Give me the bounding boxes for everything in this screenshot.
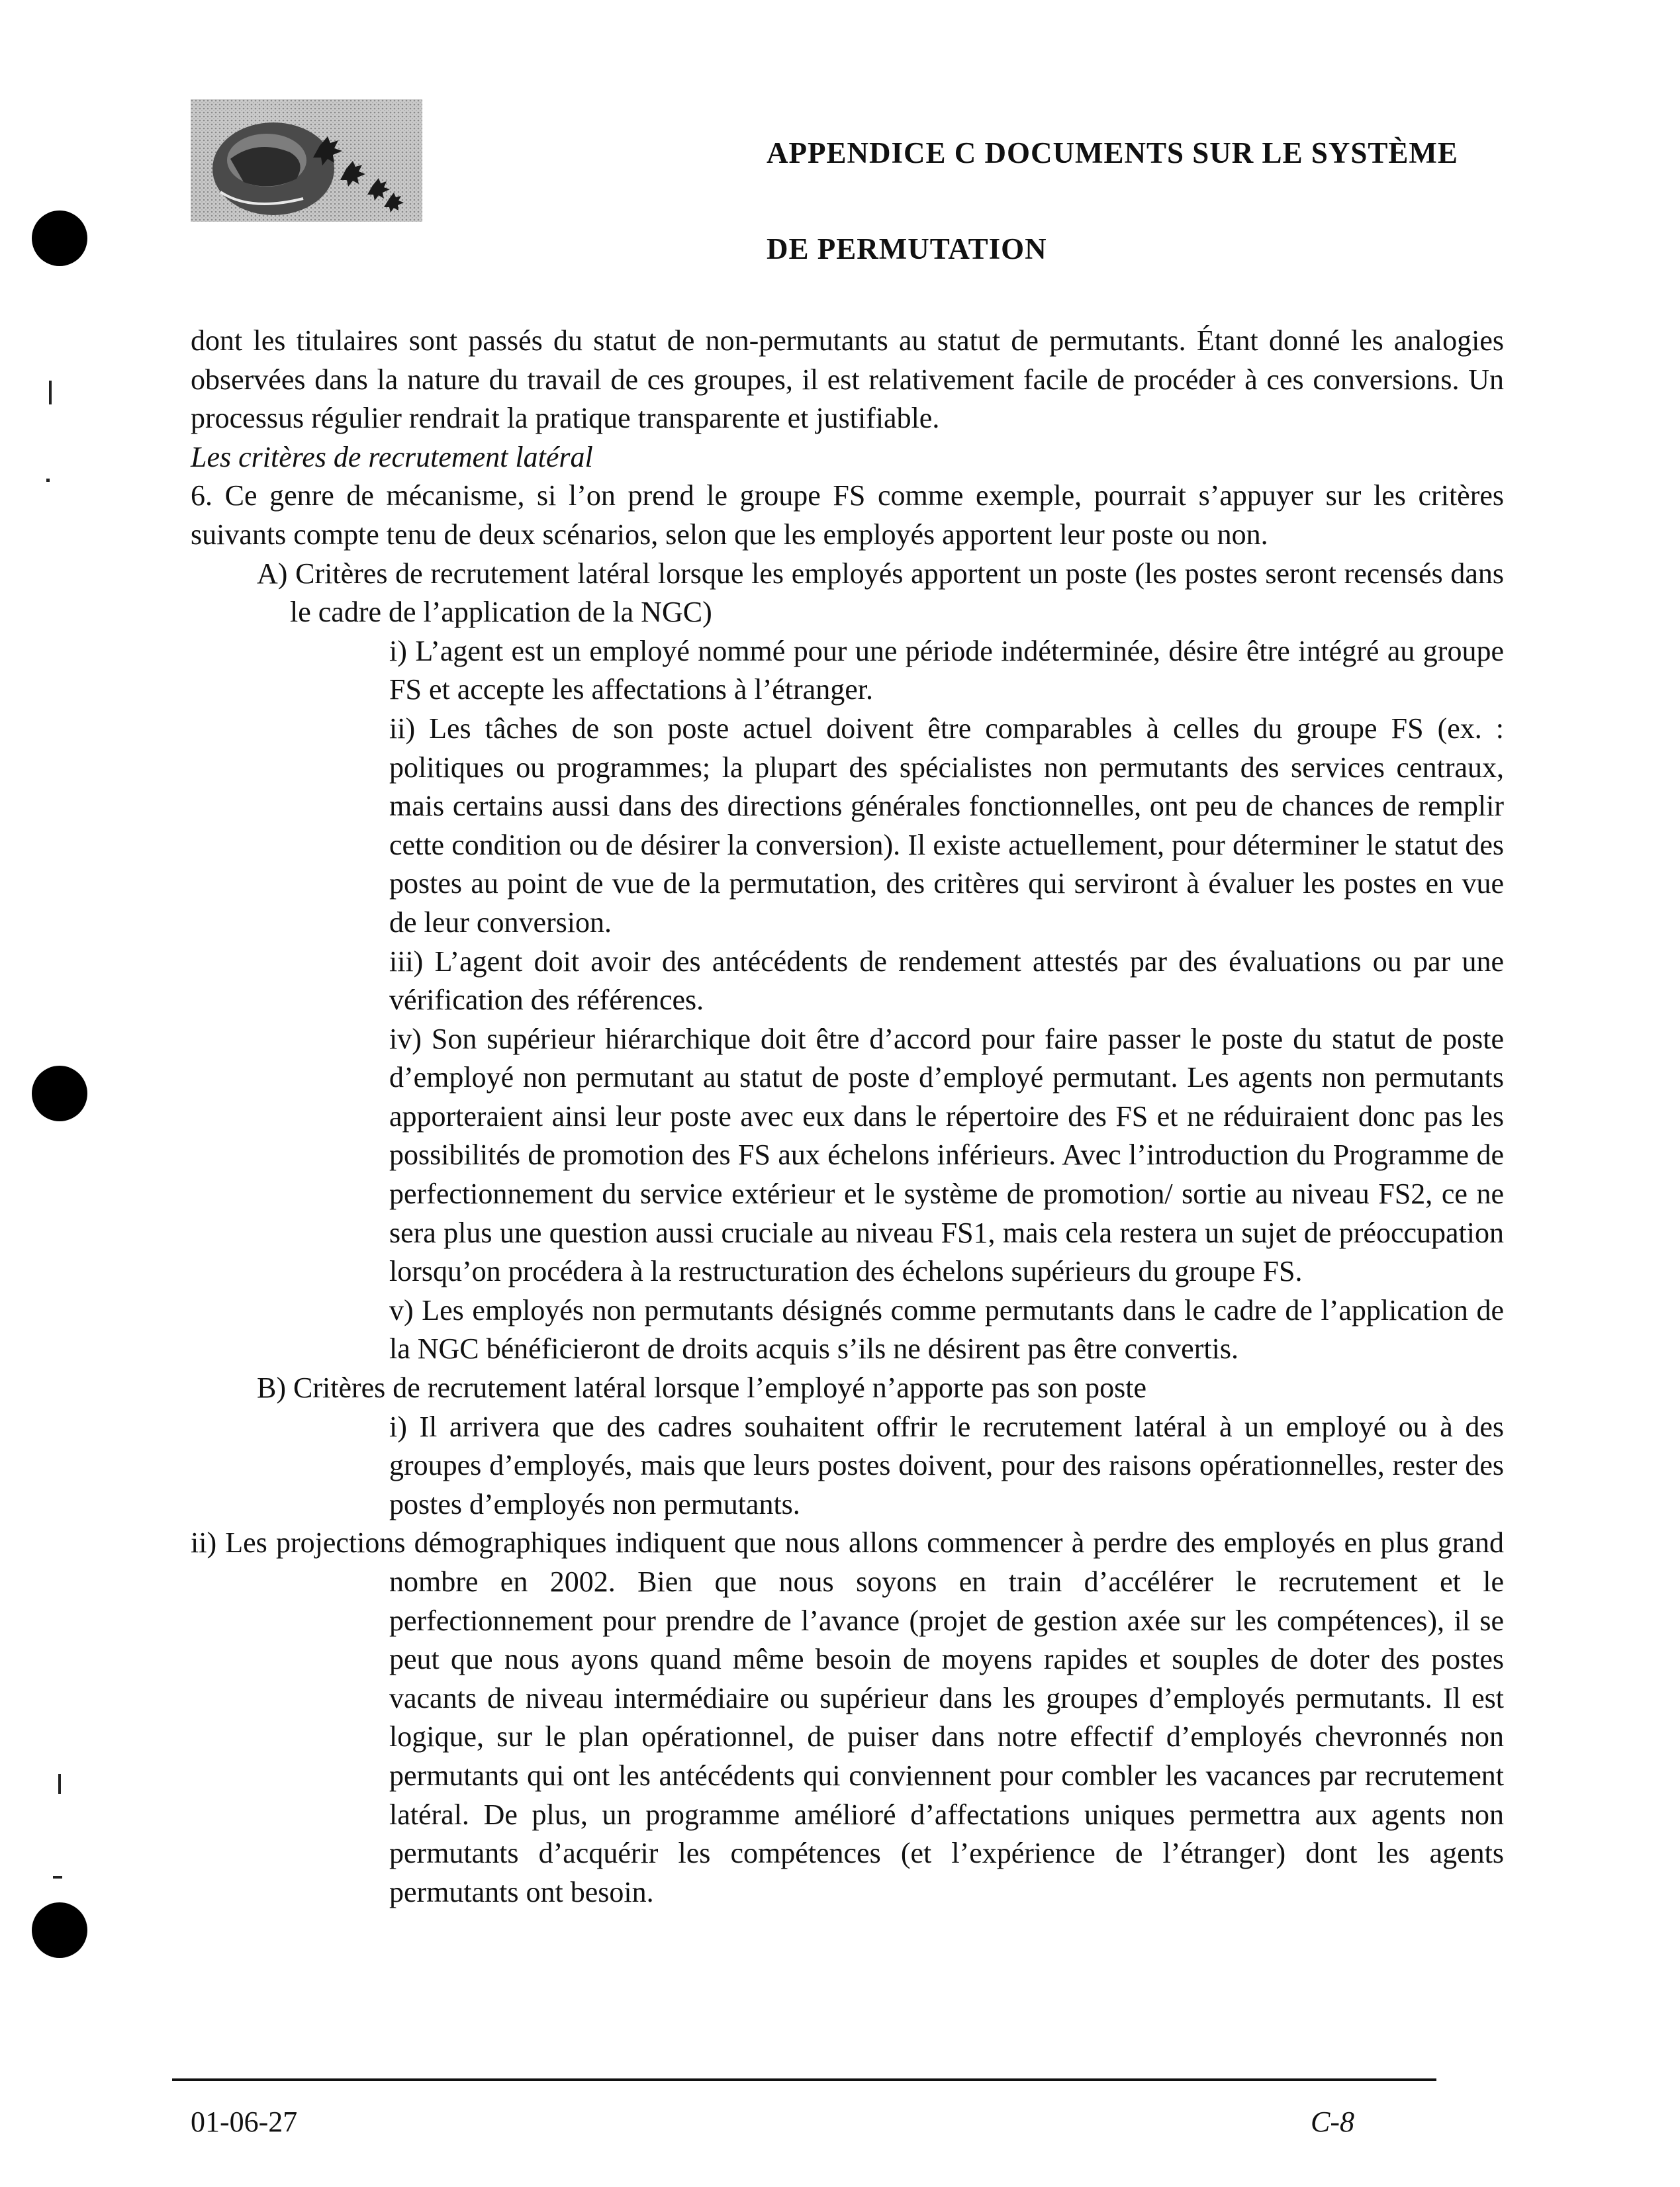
criteria-a-item-i: i) L’agent est un employé nommé pour une période indéterminée, désire être intégré au groupe FS et accepte les affectations à l’étranger.: [389, 634, 1504, 706]
scan-mark: [58, 1774, 61, 1794]
criteria-b-heading: B) Critères de recrutement latéral lorsque l’employé n’apporte pas son poste: [257, 1372, 1146, 1405]
paragraph-continuation: dont les titulaires sont passés du statut de non-permutants au statut de permutants. Étant donné les analogies observées dans la nature du travail de ces groupes, il est relativement facile de procéder à ces conversions. Un processus régulier rendrait la pratique transparente et justifiable.: [191, 324, 1504, 435]
scan-mark: [46, 479, 50, 482]
document-body: [191, 322, 1504, 1912]
criteria-a-heading: A) Critères de recrutement latéral lorsque les employés apportent un poste (les postes seront recensés dans le cadre de l’application de la NGC): [257, 557, 1504, 629]
header-title-line1: APPENDICE C DOCUMENTS SUR LE SYSTÈME: [767, 136, 1458, 169]
binder-hole-top: [32, 210, 87, 266]
footer-date: 01-06-27: [191, 2106, 298, 2138]
globe-maple-logo: [191, 99, 422, 222]
criteria-b-item-ii: ii) Les projections démographiques indiquent que nous allons commencer à perdre des employés en plus grand nombre en 2002. Bien que nous soyons en train d’accélérer le recrutement et le perfectionnement pour prendre de l’avance (projet de gestion axée sur les compétences), il se peut que nous ayons quand même besoin de moyens rapides et souples de doter des postes vacants de niveau intermédiaire ou supérieur dans les groupes d’employés permutants. Il est logique, sur le plan opérationnel, de puiser dans notre effectif d’employés chevronnés non permutants qui ont les antécédents qui conviennent pour combler les vacances par recrutement latéral. De plus, un programme amélioré d’affectations uniques permettra aux agents non permutants d’acquérir les compétences (et l’expérience de l’étranger) dont les agents permutants ont besoin.: [191, 1526, 1504, 1908]
criteria-a-item-iii: iii) L’agent doit avoir des antécédents de rendement attestés par des évaluations ou par une vérification des références.: [389, 945, 1504, 1017]
section-heading: Les critères de recrutement latéral: [191, 440, 593, 473]
binder-hole-bottom: [32, 1902, 87, 1958]
criteria-a-item-ii: ii) Les tâches de son poste actuel doivent être comparables à celles du groupe FS (ex. : politiques ou programmes; la plupart des spécialistes non permutants des services centraux, mais certains aussi dans des directions générales fonctionnelles, ont peu de chances de remplir cette condition ou de désirer la conversion). Il existe actuellement, pour déterminer le statut des postes au point de vue de la permutation, des critères qui serviront à évaluer les postes en vue de leur conversion.: [389, 712, 1504, 939]
criteria-a-item-iv: iv) Son supérieur hiérarchique doit être d’accord pour faire passer le poste du statut de poste d’employé non permutant au statut de poste d’employé permutant. Les agents non permutants apporteraient ainsi leur poste avec eux dans le répertoire des FS et ne réduiraient donc pas les possibilités de promotion des FS aux échelons inférieurs. Avec l’introduction du Programme de perfectionnement du service extérieur et le système de promotion/ sortie au niveau FS2, ce ne sera plus une question aussi cruciale au niveau FS1, mais cela restera un sujet de préoccupation lorsqu’on procédera à la restructuration des échelons supérieurs du groupe FS.: [389, 1022, 1504, 1288]
scan-mark: [53, 1876, 62, 1879]
header-title-line2: DE PERMUTATION: [767, 232, 1047, 265]
criteria-a-item-v: v) Les employés non permutants désignés comme permutants dans le cadre de l’application de la NGC bénéficieront de droits acquis s’ils ne désirent pas être convertis.: [389, 1293, 1504, 1366]
binder-hole-middle: [32, 1066, 87, 1121]
criteria-b-item-i: i) Il arrivera que des cadres souhaitent offrir le recrutement latéral à un employé ou à des groupes d’employés, mais que leurs postes doivent, pour des raisons opérationnelles, rester des postes d’employés non permutants.: [389, 1410, 1504, 1520]
paragraph-6: 6. Ce genre de mécanisme, si l’on prend le groupe FS comme exemple, pourrait s’appuyer sur les critères suivants compte tenu de deux scénarios, selon que les employés apportent leur poste ou non.: [191, 479, 1504, 551]
footer-rule: [172, 2078, 1436, 2081]
footer-page-number: C-8: [1311, 2106, 1354, 2138]
scan-mark: [49, 381, 52, 404]
